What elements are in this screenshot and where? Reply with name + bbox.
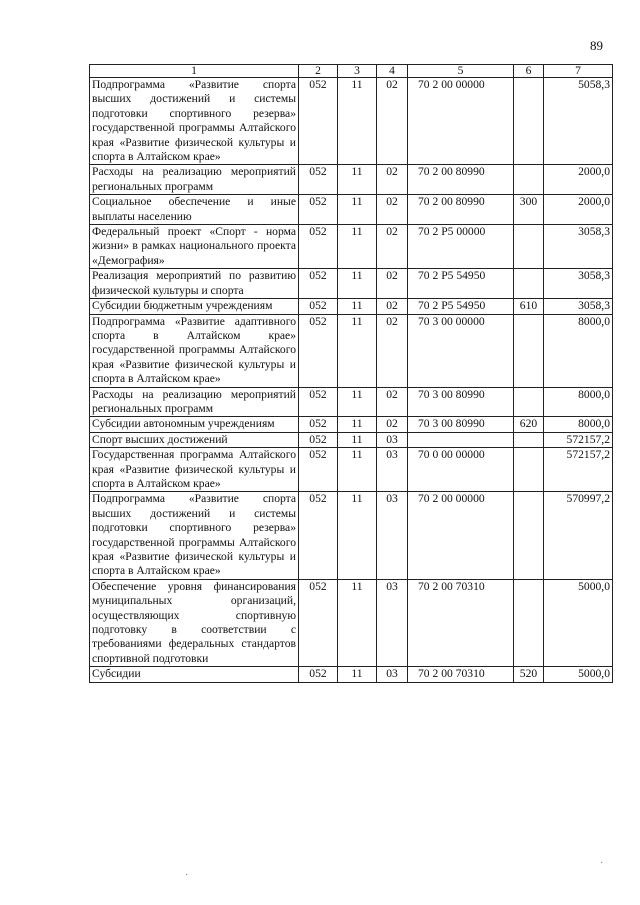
target-article-cell: 70 3 00 00000	[408, 314, 514, 387]
expense-type-cell	[514, 579, 544, 666]
target-article-cell	[408, 432, 514, 447]
table-row	[90, 417, 613, 432]
subsection-cell: 02	[377, 195, 408, 225]
grbs-cell: 052	[299, 667, 338, 682]
expense-type-cell	[514, 448, 544, 492]
expense-type-cell	[514, 165, 544, 195]
expense-type-cell	[514, 269, 544, 299]
subsection-cell: 03	[377, 667, 408, 682]
table-row	[90, 195, 613, 225]
amount-cell: 8000,0	[544, 314, 613, 387]
subsection-cell: 03	[377, 448, 408, 492]
row-name-cell: Расходы на реализацию мероприятий региональных программ	[90, 387, 299, 417]
amount-cell: 3058,3	[544, 299, 613, 314]
page-number: 89	[590, 38, 603, 53]
subsection-cell: 02	[377, 225, 408, 269]
section-cell: 11	[338, 579, 377, 666]
subsection-cell: 02	[377, 314, 408, 387]
amount-cell: 570997,2	[544, 492, 613, 579]
section-cell: 11	[338, 299, 377, 314]
grbs-cell: 052	[299, 432, 338, 447]
section-cell: 11	[338, 432, 377, 447]
grbs-cell: 052	[299, 195, 338, 225]
target-article-cell: 70 3 00 80990	[408, 417, 514, 432]
row-name-cell: Социальное обеспечение и иные выплаты населению	[90, 195, 299, 225]
subsection-cell: 02	[377, 417, 408, 432]
row-name-cell: Расходы на реализацию мероприятий региональных программ	[90, 165, 299, 195]
header-cell: 4	[377, 65, 408, 78]
grbs-cell: 052	[299, 417, 338, 432]
subsection-cell: 02	[377, 299, 408, 314]
target-article-cell: 70 2 00 00000	[408, 78, 514, 165]
grbs-cell: 052	[299, 78, 338, 165]
table-row	[90, 579, 613, 666]
amount-cell: 572157,2	[544, 448, 613, 492]
budget-table	[89, 64, 613, 683]
section-cell: 11	[338, 78, 377, 165]
header-cell: 3	[338, 65, 377, 78]
expense-type-cell	[514, 432, 544, 447]
section-cell: 11	[338, 387, 377, 417]
grbs-cell: 052	[299, 269, 338, 299]
grbs-cell: 052	[299, 225, 338, 269]
header-cell: 5	[408, 65, 514, 78]
target-article-cell: 70 2 00 80990	[408, 195, 514, 225]
table-row	[90, 78, 613, 165]
expense-type-cell	[514, 492, 544, 579]
row-name-cell: Субсидии	[90, 667, 299, 682]
scan-speck: ·	[185, 870, 189, 881]
target-article-cell: 70 2 P5 00000	[408, 225, 514, 269]
header-cell: 1	[90, 65, 299, 78]
amount-cell: 8000,0	[544, 417, 613, 432]
target-article-cell: 70 2 00 70310	[408, 579, 514, 666]
grbs-cell: 052	[299, 492, 338, 579]
expense-type-cell	[514, 314, 544, 387]
section-cell: 11	[338, 165, 377, 195]
amount-cell: 3058,3	[544, 269, 613, 299]
row-name-cell: Субсидии бюджетным учреждениям	[90, 299, 299, 314]
header-cell: 7	[544, 65, 613, 78]
table-row	[90, 448, 613, 492]
row-name-cell: Спорт высших достижений	[90, 432, 299, 447]
grbs-cell: 052	[299, 314, 338, 387]
target-article-cell: 70 2 P5 54950	[408, 299, 514, 314]
row-name-cell: Подпрограмма «Развитие адаптивного спорта в Алтайском крае» государственной программы Алтайского края «Развитие физической культуры и спорта в Алтайском крае»	[90, 314, 299, 387]
row-name-cell: Обеспечение уровня финансирования муниципальных организаций, осуществляющих спортивную подготовку в соответствии с требованиями федеральных стандартов спортивной подготовки	[90, 579, 299, 666]
subsection-cell: 03	[377, 432, 408, 447]
section-cell: 11	[338, 269, 377, 299]
section-cell: 11	[338, 667, 377, 682]
amount-cell: 2000,0	[544, 195, 613, 225]
section-cell: 11	[338, 314, 377, 387]
grbs-cell: 052	[299, 448, 338, 492]
subsection-cell: 02	[377, 165, 408, 195]
subsection-cell: 03	[377, 579, 408, 666]
table-row	[90, 432, 613, 447]
row-name-cell: Государственная программа Алтайского края «Развитие физической культуры и спорта в Алтайском крае»	[90, 448, 299, 492]
grbs-cell: 052	[299, 387, 338, 417]
table-row	[90, 225, 613, 269]
table-row	[90, 269, 613, 299]
expense-type-cell: 610	[514, 299, 544, 314]
section-cell: 11	[338, 492, 377, 579]
table-body	[90, 78, 613, 683]
header-cell: 6	[514, 65, 544, 78]
target-article-cell: 70 3 00 80990	[408, 387, 514, 417]
amount-cell: 5058,3	[544, 78, 613, 165]
expense-type-cell	[514, 78, 544, 165]
row-name-cell: Реализация мероприятий по развитию физической культуры и спорта	[90, 269, 299, 299]
amount-cell: 8000,0	[544, 387, 613, 417]
subsection-cell: 02	[377, 78, 408, 165]
amount-cell: 2000,0	[544, 165, 613, 195]
row-name-cell: Подпрограмма «Развитие спорта высших достижений и системы подготовки спортивного резерва» государственной программы Алтайского края «Развитие физической культуры и спорта в Алтайском крае»	[90, 78, 299, 165]
table-row	[90, 165, 613, 195]
amount-cell: 572157,2	[544, 432, 613, 447]
subsection-cell: 02	[377, 269, 408, 299]
grbs-cell: 052	[299, 579, 338, 666]
amount-cell: 5000,0	[544, 667, 613, 682]
amount-cell: 5000,0	[544, 579, 613, 666]
grbs-cell: 052	[299, 299, 338, 314]
row-name-cell: Федеральный проект «Спорт - норма жизни» в рамках национального проекта «Демография»	[90, 225, 299, 269]
expense-type-cell	[514, 225, 544, 269]
row-name-cell: Субсидии автономным учреждениям	[90, 417, 299, 432]
target-article-cell: 70 0 00 00000	[408, 448, 514, 492]
section-cell: 11	[338, 417, 377, 432]
grbs-cell: 052	[299, 165, 338, 195]
table-row	[90, 667, 613, 682]
table-row	[90, 492, 613, 579]
target-article-cell: 70 2 00 00000	[408, 492, 514, 579]
scan-speck: ·	[600, 858, 604, 869]
section-cell: 11	[338, 195, 377, 225]
header-cell: 2	[299, 65, 338, 78]
target-article-cell: 70 2 00 80990	[408, 165, 514, 195]
target-article-cell: 70 2 P5 54950	[408, 269, 514, 299]
table-header-row	[90, 65, 613, 78]
amount-cell: 3058,3	[544, 225, 613, 269]
table-row	[90, 314, 613, 387]
expense-type-cell: 620	[514, 417, 544, 432]
table-row	[90, 299, 613, 314]
expense-type-cell	[514, 387, 544, 417]
row-name-cell: Подпрограмма «Развитие спорта высших достижений и системы подготовки спортивного резерва» государственной программы Алтайского края «Развитие физической культуры и спорта в Алтайском крае»	[90, 492, 299, 579]
section-cell: 11	[338, 448, 377, 492]
table-row	[90, 387, 613, 417]
target-article-cell: 70 2 00 70310	[408, 667, 514, 682]
subsection-cell: 02	[377, 387, 408, 417]
expense-type-cell: 300	[514, 195, 544, 225]
section-cell: 11	[338, 225, 377, 269]
subsection-cell: 03	[377, 492, 408, 579]
expense-type-cell: 520	[514, 667, 544, 682]
